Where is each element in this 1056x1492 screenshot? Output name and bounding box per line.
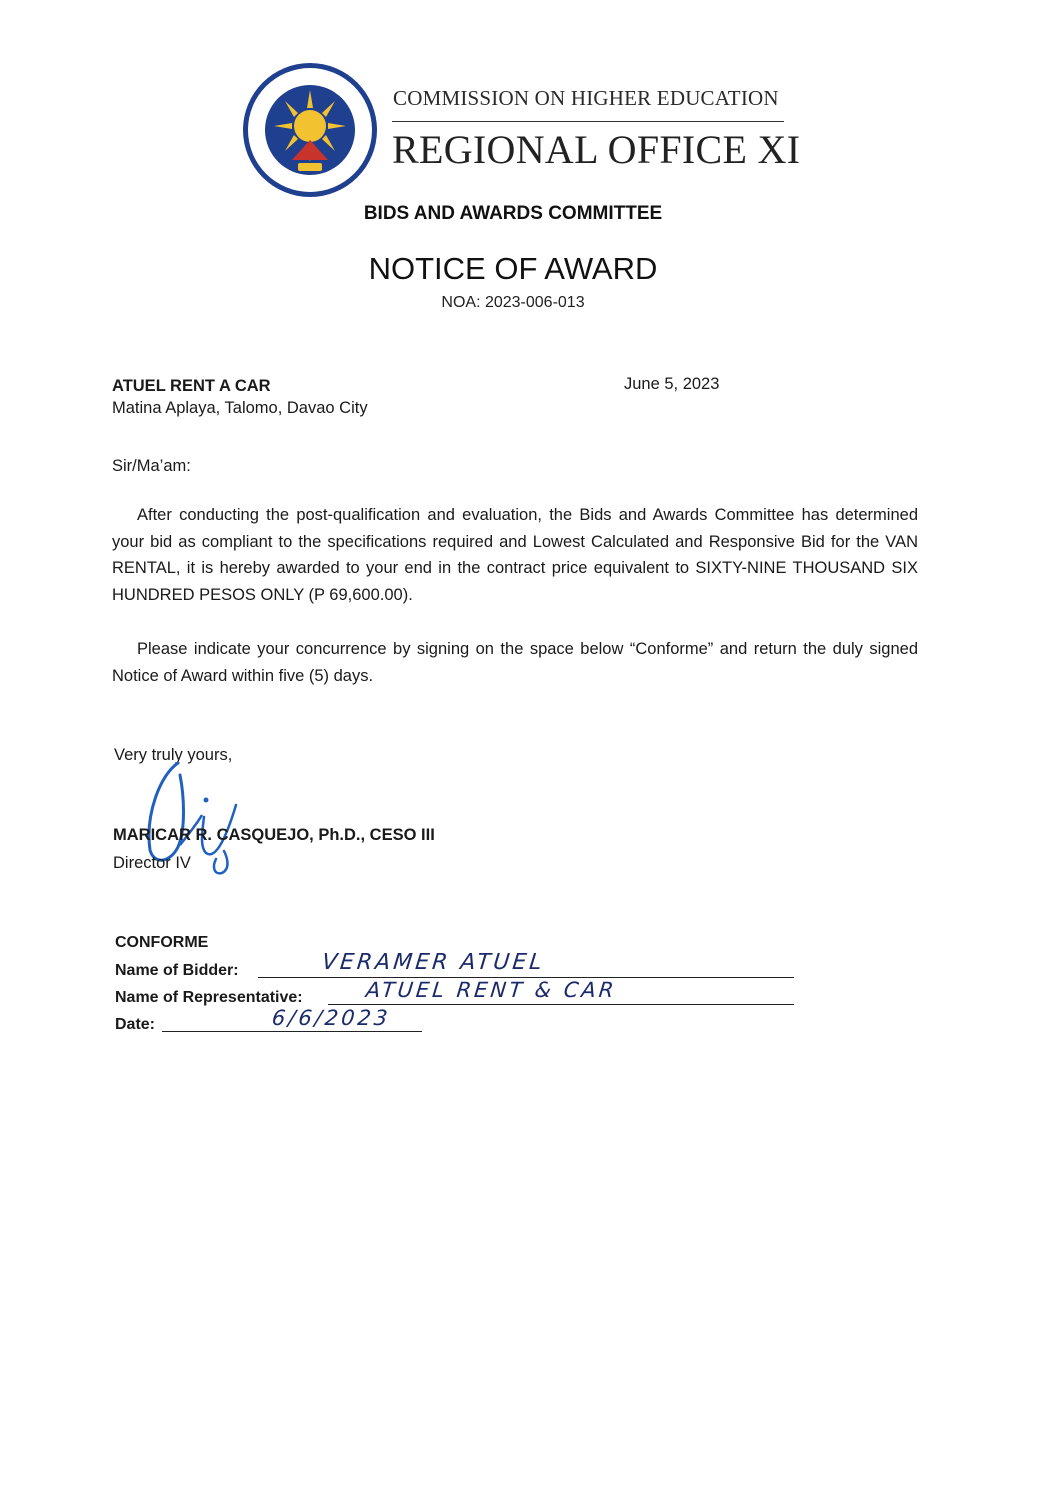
- date-label: Date:: [115, 1016, 156, 1033]
- ched-seal-logo: [240, 60, 380, 200]
- addressee-block: [112, 375, 368, 419]
- salutation: Sir/Ma’am:: [112, 457, 191, 475]
- conforme-heading: CONFORME: [115, 934, 209, 951]
- committee-heading: BIDS AND AWARDS COMMITTEE: [363, 203, 663, 224]
- bidder-label: Name of Bidder:: [115, 962, 239, 979]
- letterhead-divider: [392, 121, 784, 122]
- agency-name: COMMISSION ON HIGHER EDUCATION: [393, 86, 779, 110]
- addressee-name: ATUEL RENT A CAR: [112, 377, 271, 395]
- closing-line: Very truly yours,: [114, 746, 233, 764]
- representative-signature-line: [328, 1004, 794, 1005]
- noa-number: NOA: 2023-006-013: [441, 294, 585, 311]
- body-paragraph-concurrence: Please indicate your concurrence by signing on the space below “Conforme” and return the duly signed Notice of Award within five (5) days.: [112, 640, 918, 685]
- regional-office-name: REGIONAL OFFICE XI: [392, 127, 801, 172]
- signatory-title: Director IV: [113, 854, 191, 872]
- addressee-address: Matina Aplaya, Talomo, Davao City: [112, 399, 368, 417]
- letter-date: June 5, 2023: [624, 375, 720, 393]
- bidder-handwritten-name: VERAMER ATUEL: [320, 950, 546, 975]
- representative-label: Name of Representative:: [115, 989, 303, 1006]
- handwritten-date: 6/6/2023: [270, 1006, 392, 1030]
- representative-handwritten-name: ATUEL RENT & CAR: [364, 978, 618, 1002]
- date-signature-line: [162, 1031, 422, 1032]
- signatory-name: MARICAR R. CASQUEJO, Ph.D., CESO III: [113, 826, 435, 844]
- document-title: NOTICE OF AWARD: [368, 251, 658, 286]
- body-paragraph-award: After conducting the post-qualification and evaluation, the Bids and Awards Committee has determined your bid as compliant to the specifications required and Lowest Calculated and Responsive Bid for the VAN RENTAL, it is hereby awarded to your end in the contract price equivalent to SIXTY-NINE THOUSAND SIX HUNDRED PESOS ONLY (P 69,600.00).: [112, 506, 918, 604]
